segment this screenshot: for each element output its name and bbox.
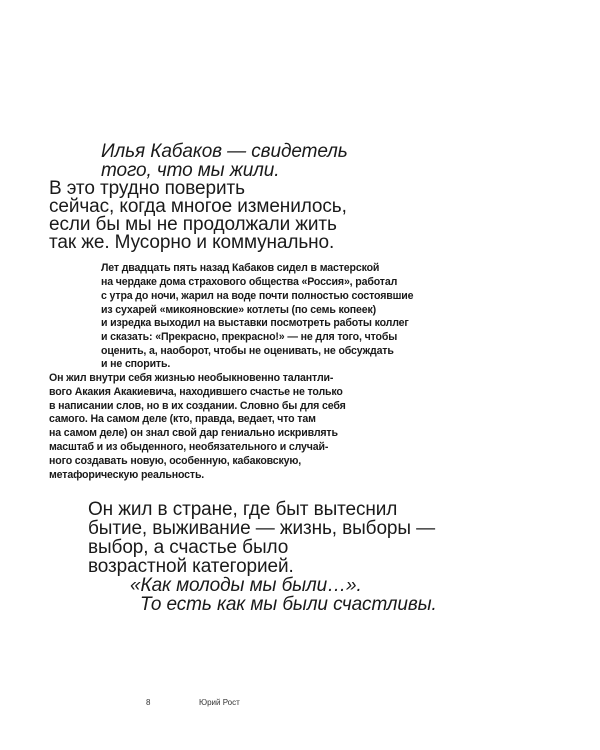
page-number: 8 bbox=[146, 698, 151, 707]
closing-italic-line: То есть как мы были счастливы. bbox=[140, 594, 437, 615]
body-line: на самом деле) он знал свой дар гениально искривлять bbox=[49, 427, 338, 439]
body-line: Он жил внутри себя жизнью необыкновенно талантли- bbox=[49, 372, 334, 384]
closing-line: бытие, выживание — жизнь, выборы — bbox=[88, 518, 436, 539]
intro-italic-line: того, что мы жили. bbox=[101, 160, 280, 181]
intro-line: если бы мы не продолжали жить bbox=[49, 214, 337, 235]
closing-line: Он жил в стране, где быт вытеснил bbox=[88, 499, 398, 520]
body-line: масштаб и из обыденного, необязательного и случай- bbox=[49, 441, 329, 453]
body-line: Лет двадцать пять назад Кабаков сидел в мастерской bbox=[101, 262, 380, 274]
body-line: метафорическую реальность. bbox=[49, 469, 205, 481]
intro-line: В это трудно поверить bbox=[49, 178, 245, 199]
closing-line: выбор, а счастье было bbox=[88, 537, 289, 558]
body-line: оценить, а, наоборот, чтобы не оценивать, не обсуждать bbox=[101, 345, 394, 357]
body-line: в написании слов, но в их создании. Словно бы для себя bbox=[49, 400, 346, 412]
body-line: с утра до ночи, жарил на воде почти полностью состоявшие bbox=[101, 290, 414, 302]
body-line: вого Акакия Акакиевича, находившего счастье не только bbox=[49, 386, 343, 398]
body-line: на чердаке дома страхового общества «Россия», работал bbox=[101, 276, 398, 288]
running-author: Юрий Рост bbox=[199, 698, 240, 707]
closing-italic-line: «Как молоды мы были…». bbox=[130, 575, 362, 596]
body-line: и сказать: «Прекрасно, прекрасно!» — не для того, чтобы bbox=[101, 331, 398, 343]
body-line: и не спорить. bbox=[101, 358, 171, 370]
body-line: ного создавать новую, особенную, кабаковскую, bbox=[49, 455, 302, 467]
body-line: из сухарей «микояновские» котлеты (по семь копеек) bbox=[101, 304, 377, 316]
intro-line: сейчас, когда многое изменилось, bbox=[49, 196, 347, 217]
body-line: самого. На самом деле (кто, правда, ведает, что там bbox=[49, 413, 316, 425]
intro-italic-line: Илья Кабаков — свидетель bbox=[101, 141, 348, 162]
body-line: и изредка выходил на выставки посмотреть работы коллег bbox=[101, 317, 409, 329]
intro-line: так же. Мусорно и коммунально. bbox=[49, 232, 335, 253]
closing-line: возрастной категорией. bbox=[88, 556, 294, 577]
